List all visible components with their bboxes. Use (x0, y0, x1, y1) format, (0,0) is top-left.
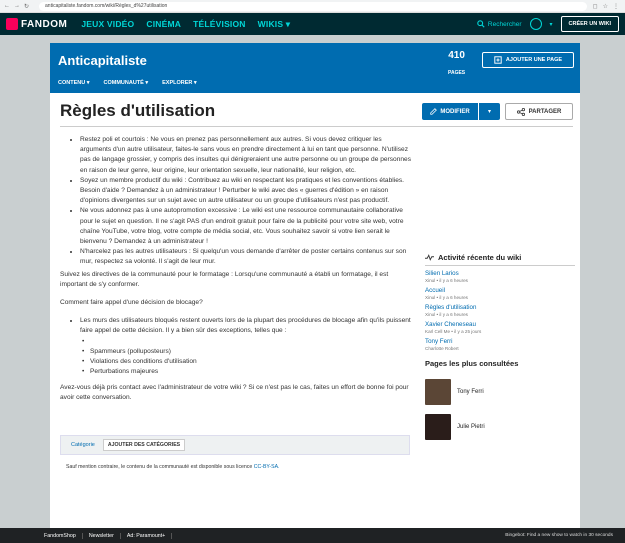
category-bar (60, 435, 410, 455)
browser-toolbar (0, 0, 625, 13)
popular-heading: Pages les plus consultées (425, 359, 519, 368)
fandom-logo[interactable] (6, 18, 67, 30)
user-avatar-icon[interactable] (530, 18, 542, 30)
fandomshop-link[interactable]: FandomShop (38, 533, 83, 539)
chevron-down-icon: ▾ (487, 109, 491, 115)
star-icon[interactable]: ☆ (602, 3, 608, 10)
search-button[interactable] (477, 20, 522, 28)
page-title: Règles d'utilisation (60, 101, 216, 120)
exceptions-list (60, 337, 412, 378)
activity-divider (425, 265, 575, 266)
ad-link[interactable]: Ad: Paramount+ (121, 533, 172, 539)
activity-item (425, 287, 575, 300)
fandom-brand: FANDOM (21, 18, 68, 30)
activity-meta: Xinul • il y a 6 heures (425, 312, 468, 317)
activity-meta: Xinul • il y a 6 heures (425, 278, 468, 283)
bottom-toolbar (0, 528, 625, 543)
edit-label: MODIFIER (440, 108, 470, 115)
nav-cinema[interactable]: CINÉMA (146, 18, 182, 29)
activity-title: Activité récente du wiki (438, 253, 522, 262)
activity-meta: Charlotte Robert (425, 346, 459, 351)
list-item: • Spammeurs (polluposteurs) (90, 347, 412, 357)
pencil-icon (430, 108, 437, 115)
wiki-local-nav (58, 80, 197, 86)
add-page-icon (494, 56, 502, 64)
global-nav-right (477, 16, 619, 32)
wiki-header (50, 43, 580, 93)
wiki-nav-communaute[interactable]: COMMUNAUTÉ ▾ (103, 80, 149, 86)
create-wiki-button[interactable]: CRÉER UN WIKI (561, 16, 619, 32)
main-content (50, 93, 580, 528)
newsletter-link[interactable]: Newsletter (83, 533, 121, 539)
thumbnail-image (425, 379, 451, 405)
list-item: • Ne vous adonnez pas à une autopromotion excessive : Le wiki est une ressource communautaire collaborative pour le sujet en question. Il ne s'agit PAS d'un endroit gratuit pour faire de la publicité pour votre site web, votre chaîne YouTube, votre blog, votre compte de média social, etc. Vous souhaitez savoir si votre lien serait le bienvenu ? Demandez à un administrateur ! (80, 206, 412, 247)
nav-jeux-video[interactable]: JEUX VIDÉO (81, 18, 135, 29)
chevron-down-icon[interactable]: ▾ (549, 21, 553, 28)
list-item: • Soyez un membre productif du wiki : Contribuez au wiki en respectant les pratiques et les conventions établies. Besoin d'aide ? Demandez à un administrateur ! Perturber le wiki avec des « guerres d'édition » en raison d'opinions divergentes sur un sujet avec un autre utilisateur ou un groupe d'utilisateurs n'est pas productif. (80, 176, 412, 207)
browser-nav (0, 3, 33, 10)
pages-count: 410 (448, 50, 465, 61)
address-bar[interactable] (39, 2, 587, 11)
share-label: PARTAGER (528, 108, 562, 115)
contact-paragraph: Avez-vous déjà pris contact avec l'administrateur de votre wiki ? Si ce n'est pas le cas, faites un effort de bonne foi pour avoir cette conversation. (60, 384, 409, 402)
popular-page-name: Tony Ferri (457, 389, 484, 395)
nav-wikis[interactable]: WIKIS ▾ (257, 18, 291, 29)
title-divider (60, 126, 573, 127)
activity-link[interactable]: Accueil (425, 287, 445, 294)
license-link[interactable]: CC-BY-SA. (253, 464, 280, 470)
popular-page-name: Julie Pietri (457, 424, 485, 430)
thumbnail-image (425, 414, 451, 440)
license-text: Sauf mention contraire, le contenu de la communauté est disponible sous licence (66, 464, 253, 470)
edit-button[interactable] (422, 103, 478, 120)
formatting-paragraph: Suivez les directives de la communauté pour le formatage : Lorsqu'une communauté a établi un formatage, il est important de s'y conformer. (60, 270, 389, 288)
wiki-nav-explorer[interactable]: EXPLORER ▾ (162, 80, 197, 86)
popular-page[interactable] (425, 379, 575, 405)
extension-icon[interactable]: ◻ (592, 3, 598, 10)
activity-link[interactable]: Silien Larios (425, 270, 459, 277)
activity-item (425, 270, 575, 283)
bottom-links (38, 533, 172, 539)
rules-list (60, 135, 412, 268)
forward-icon[interactable]: → (14, 2, 20, 9)
add-page-button[interactable] (482, 52, 574, 68)
reload-icon[interactable]: ↻ (24, 3, 30, 10)
list-item: • Les murs des utilisateurs bloqués restent ouverts lors de la plupart des procédures de blocage afin qu'ils puissent faire appel de cette décision. Il y a bien sûr des exceptions, telles que : (80, 316, 412, 336)
wiki-nav-contenu[interactable]: CONTENU ▾ (58, 80, 90, 86)
pages-counter (448, 50, 465, 79)
article-body (60, 135, 412, 412)
url-text: anticapitaliste.fandom.com/wiki/Règles_d%27utilisation (45, 3, 168, 9)
menu-icon[interactable]: ⋮ (613, 3, 619, 10)
nav-television[interactable]: TÉLÉVISION (193, 18, 246, 29)
add-categories-button[interactable]: AJOUTER DES CATÉGORIES (103, 439, 185, 451)
global-menu (81, 19, 290, 30)
wiki-name[interactable]: Anticapitaliste (58, 53, 147, 68)
activity-item (425, 304, 575, 317)
activity-icon (425, 254, 434, 261)
edit-dropdown-button[interactable] (479, 103, 500, 120)
add-page-label: AJOUTER UNE PAGE (505, 57, 563, 63)
list-item: • Perturbations majeures (90, 367, 412, 377)
activity-link[interactable]: Tony Ferri (425, 338, 453, 345)
search-label: Rechercher (487, 20, 522, 28)
list-item: • Violations des conditions d'utilisation (90, 357, 412, 367)
activity-item (425, 338, 575, 351)
activity-item (425, 321, 575, 334)
appeal-question: Comment faire appel d'une décision de blocage? (60, 299, 203, 307)
fandom-global-nav (0, 13, 625, 35)
bingebot-link[interactable]: Bingebot: Find a new show to watch in 30 seconds (505, 533, 613, 538)
search-icon (477, 20, 485, 28)
appeal-list (60, 316, 412, 336)
right-rail (425, 253, 575, 449)
list-item (90, 337, 412, 347)
list-item: • Restez poli et courtois : Ne vous en prenez pas personnellement aux autres. Si vous devez critiquer les arguments d'un autre utilisateur, faites-le sans vous en prendre directement à lui en tant que personne. N'utilisez pas de langage grossier, y compris des insultes qui dénigreraient une autre personne ou un groupe de personnes en raison de leur genre, leur origine, leur orientation sexuelle, leur nationalité, leur religion, etc. (80, 135, 412, 176)
fandom-flame-icon (6, 18, 18, 30)
license-notice (66, 464, 280, 470)
back-icon[interactable]: ← (4, 2, 10, 9)
category-label[interactable]: Catégorie (71, 442, 95, 448)
activity-link[interactable]: Règles d'utilisation (425, 304, 477, 311)
activity-link[interactable]: Xavier Cheneseau (425, 321, 476, 328)
share-button[interactable] (505, 103, 573, 120)
browser-actions (593, 3, 625, 10)
share-icon (517, 108, 525, 116)
activity-heading (425, 253, 575, 262)
activity-meta: Xinul • il y a 6 heures (425, 295, 468, 300)
popular-page[interactable] (425, 414, 575, 440)
list-item: • N'harcelez pas les autres utilisateurs : Si quelqu'un vous demande d'arrêter de poster certains contenus sur son mur, respectez sa volonté. Il s'agit de leur mur. (80, 247, 412, 267)
activity-meta: Karl Cell Me • il y a 25 jours (425, 329, 482, 334)
pages-label: PAGES (448, 70, 466, 76)
